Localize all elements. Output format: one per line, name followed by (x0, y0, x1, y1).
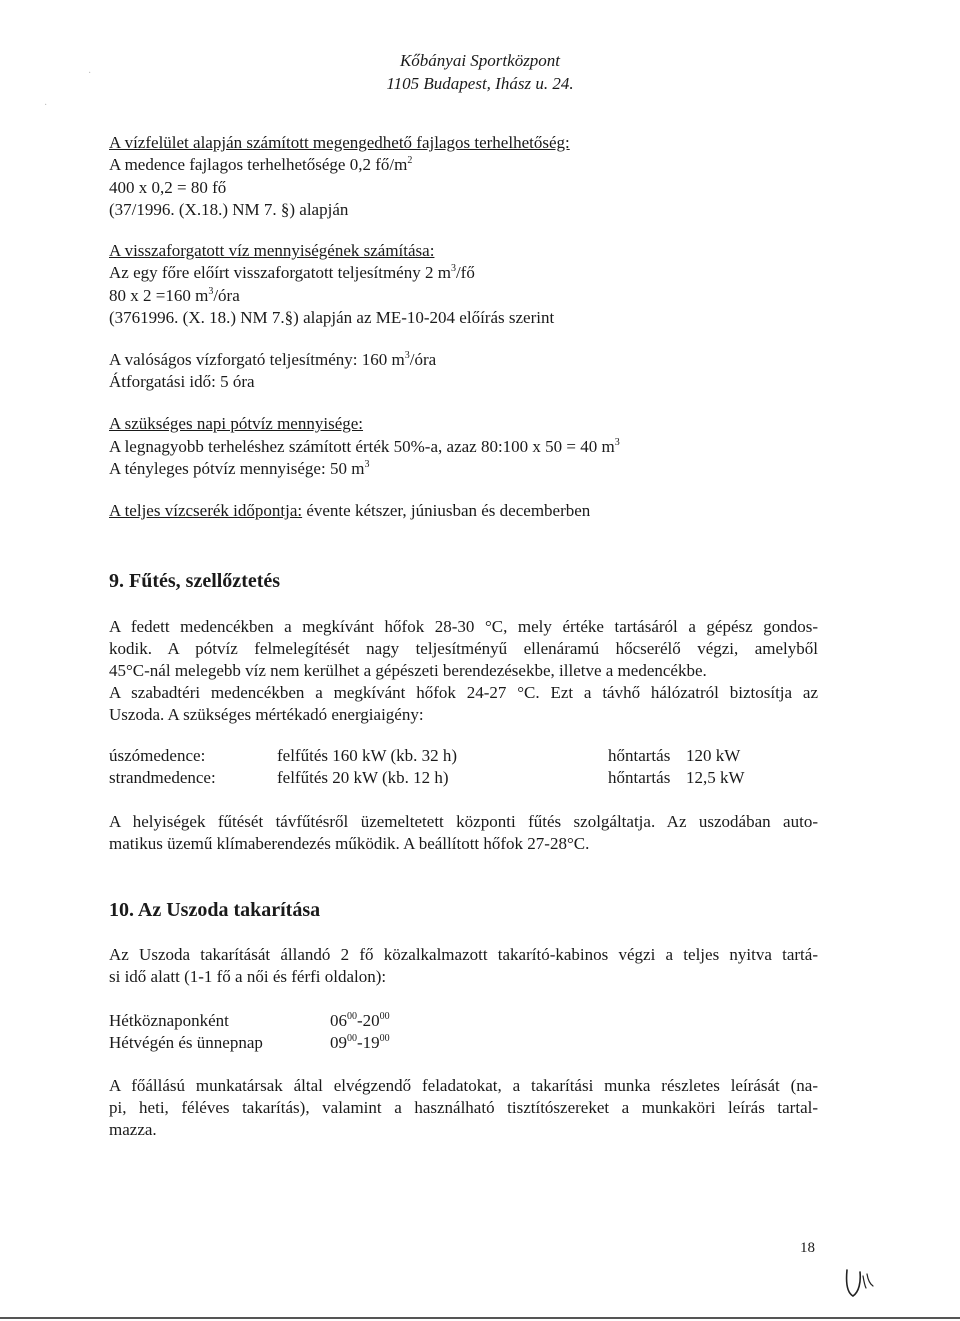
page-number: 18 (800, 1240, 815, 1256)
energy-row-heating: felfűtés 20 kW (kb. 12 h) (277, 768, 449, 787)
water-change-label: A teljes vízcserék időpontja: (109, 501, 303, 520)
text-line: Az egy főre előírt visszaforgatott teljesítmény 2 $m^3/fő$ (109, 263, 475, 282)
text-line: A tényleges pótvíz mennyisége: 50 $m^3$ (109, 459, 370, 478)
schedule-weekday-hours: $06^{00}-20^{00}$ (330, 1011, 390, 1030)
text-line: (37/1996. (X.18.) NM 7. §) alapján (109, 200, 349, 219)
text-line: 80 x 2 =160 $m^3$/óra (109, 286, 240, 305)
energy-row-name: úszómedence: (109, 746, 206, 765)
energy-row-heating: felfűtés 160 kW (kb. 32 h) (277, 746, 458, 765)
scan-edge-line (0, 1317, 960, 1319)
scan-speck: · (44, 100, 48, 111)
energy-row-keep-label: hőntartás (608, 746, 671, 765)
section-heading-recirculated-water: A visszaforgatott víz mennyiségének számítása: (109, 241, 435, 260)
header-address: 1105 Budapest, Ihász u. 24. (386, 74, 574, 93)
energy-row-keep-value: 12,5 kW (686, 768, 745, 787)
schedule-weekend-label: Hétvégén és ünnepnap (109, 1033, 263, 1052)
text-line: A medence fajlagos terhelhetősége 0,2 $fő/m^2$ (109, 155, 413, 174)
scan-speck: · (88, 68, 92, 79)
text-line: A legnagyobb terheléshez számított érték 50%-a, azaz 80:100 x 50 = 40 $m^3$ (109, 437, 620, 456)
section-heading-load-capacity: A vízfelület alapján számított megengedhető fajlagos terhelhetőség: (109, 133, 570, 152)
energy-row-name: strandmedence: (109, 768, 216, 787)
paragraph-heating: A fedett medencékben a megkívánt hőfok 28-30 °C, mely értéke tartásáról a gépész gondos- kodik. A pótvíz felmelegítését nagy teljesítményű ellenáramú hőcserélő végzi, amelyből 45°C-nál melegebb víz nem kerülhet a gépészeti berendezésekbe, illetve a medencékbe. A szabadtéri medencékben a megkívánt hőfok 24-27 °C. Ezt a távhő hálózatról biztosítja az Uszoda. A szükséges mértékadó energiaigény: (109, 617, 818, 724)
section-title-cleaning: 10. Az Uszoda takarítása (109, 899, 321, 921)
schedule-weekday-label: Hétköznaponként (109, 1011, 229, 1030)
text-line: Átforgatási idő: 5 óra (109, 372, 255, 391)
section-title-heating: 9. Fűtés, szellőztetés (109, 570, 281, 592)
text-line: 400 x 0,2 = 80 fő (109, 178, 227, 197)
energy-row-keep-value: 120 kW (686, 746, 741, 765)
paragraph-staff-duties: A főállású munkatársak által elvégzendő feladatokat, a takarítási munka részletes leírását (na- pi, heti, féléves takarítás), valamint a használható tisztítószereket a munkaköri leírás tartal- mazza. (109, 1076, 818, 1139)
text-line: A valóságos vízforgató teljesítmény: 160 $m^3$/óra (109, 350, 437, 369)
header-organization: Kőbányai Sportközpont (399, 51, 561, 70)
paragraph-district-heating: A helyiségek fűtését távfűtésről üzemeltetett központi fűtés szolgáltatja. Az uszodában auto- matikus üzemű klímaberendezés működik. A beállított hőfok 27-28°C. (109, 812, 818, 853)
paragraph-cleaning: Az Uszoda takarítását állandó 2 fő közalkalmazott takarító-kabinos végzi a teljes nyitva tartá- si idő alatt (1-1 fő a női és férfi oldalon): (109, 945, 818, 986)
energy-row-keep-label: hőntartás (608, 768, 671, 787)
initials-signature (843, 1262, 879, 1302)
section-heading-makeup-water: A szükséges napi pótvíz mennyisége: (109, 414, 364, 433)
text-line: (3761996. (X. 18.) NM 7.§) alapján az ME-10-204 előírás szerint (109, 308, 555, 327)
text-line: A teljes vízcserék időpontja: évente kétszer, júniusban és decemberben (109, 501, 591, 520)
schedule-weekend-hours: $09^{00}-19^{00}$ (330, 1033, 390, 1052)
